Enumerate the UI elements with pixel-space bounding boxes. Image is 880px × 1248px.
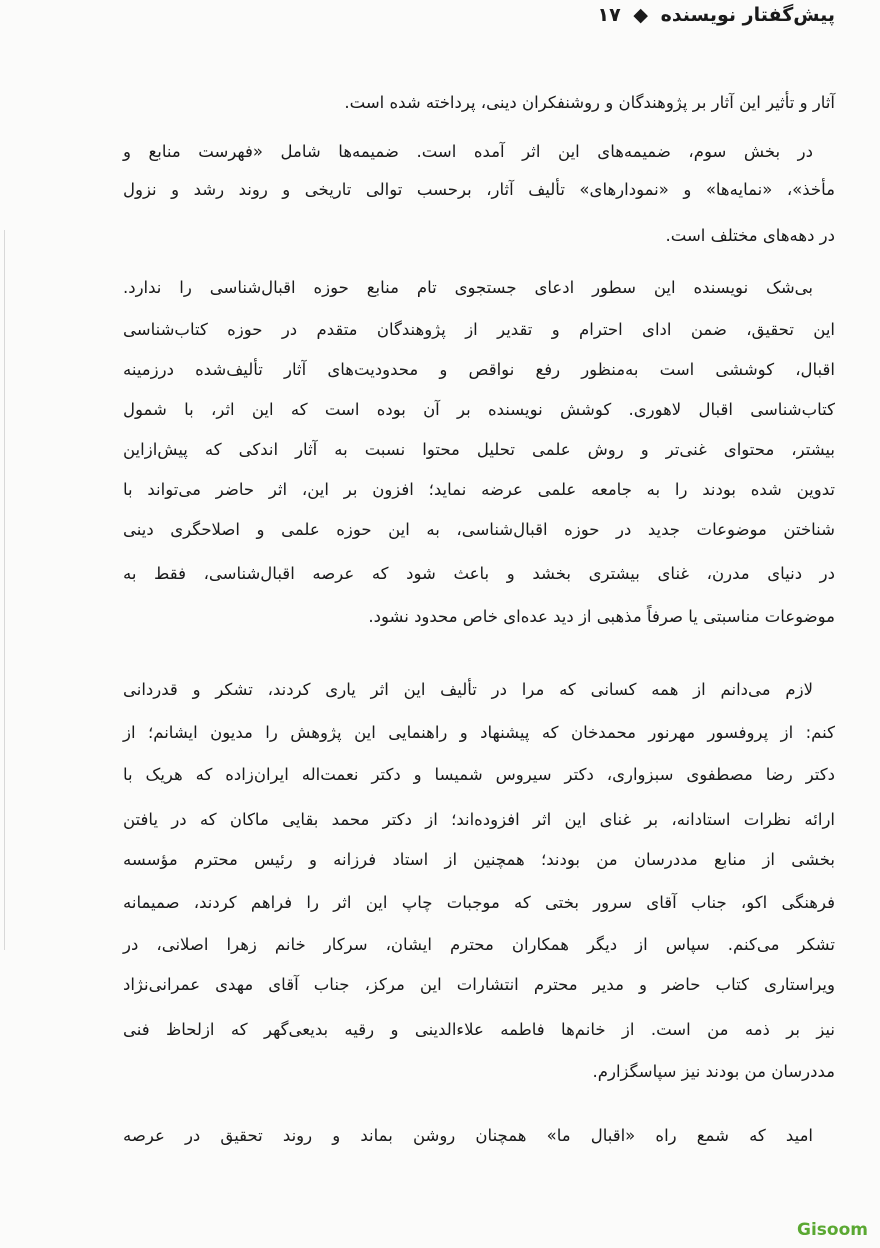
- header-title: پیش‌گفتار نویسنده: [660, 4, 835, 26]
- text-line: کتاب‌شناسی اقبال لاهوری. کوشش نویسنده بر آن بوده است که این اثر، با شمول: [123, 400, 835, 419]
- text-line: ویراستاری کتاب حاضر و مدیر محترم انتشارات این مرکز، جناب آقای مهدی عمرانی‌نژاد: [123, 975, 835, 994]
- text-line: کنم: از پروفسور مهرنور محمدخان که پیشنهاد و راهنمایی این پژوهش را مدیون ایشانم؛ از: [123, 723, 835, 742]
- text-line: ارائه نظرات استادانه، بر غنای این اثر افزوده‌اند؛ از دکتر محمد بقایی ماکان که در یافتن: [123, 810, 835, 829]
- text-line: فرهنگی اکو، جناب آقای سرور بختی که موجبات چاپ این اثر را فراهم کردند، صمیمانه: [123, 893, 835, 912]
- diamond-icon: ◆: [633, 4, 648, 26]
- text-line: در بخش سوم، ضمیمه‌های این اثر آمده است. ضمیمه‌ها شامل «فهرست منابع و: [123, 142, 813, 161]
- text-line: موضوعات مناسبتی یا صرفاً مذهبی از دید عده‌ای خاص محدود نشود.: [368, 607, 835, 626]
- text-line: نیز بر ذمه من است. از خانم‌ها فاطمه علاءالدینی و رقیه بدیعی‌گهر که ازلحاظ فنی: [123, 1020, 835, 1039]
- scan-edge-line: [4, 230, 5, 950]
- text-line: لازم می‌دانم از همه کسانی که مرا در تألیف این اثر یاری کردند، تشکر و قدردانی: [123, 680, 813, 699]
- text-line: در دهه‌های مختلف است.: [665, 226, 835, 245]
- text-line: مددرسان من بودند نیز سپاسگزارم.: [592, 1062, 835, 1081]
- text-line: در دنیای مدرن، غنای بیشتری بخشد و باعث شود که عرصه اقبال‌شناسی، فقط به: [123, 564, 835, 583]
- text-line: شناختن موضوعات جدید در حوزه اقبال‌شناسی، به این حوزه علمی و اصلاحگری دینی: [123, 520, 835, 539]
- running-header: [598, 4, 835, 26]
- text-line: اقبال، کوششی است به‌منظور رفع نواقص و محدودیت‌های آثار تألیف‌شده درزمینه: [123, 360, 835, 379]
- text-line: دکتر رضا مصطفوی سبزواری، دکتر سیروس شمیسا و دکتر نعمت‌اله ایران‌زاده که هریک با: [123, 765, 835, 784]
- text-line: امید که شمع راه «اقبال ما» همچنان روشن بماند و روند تحقیق در عرصه: [123, 1126, 813, 1145]
- text-line: بی‌شک نویسنده این سطور ادعای جستجوی تام منابع حوزه اقبال‌شناسی را ندارد.: [123, 278, 813, 297]
- text-line: مأخذ»، «نمایه‌ها» و «نمودارهای» تألیف آثار، برحسب توالی تاریخی و روند رشد و نزول: [123, 180, 835, 199]
- text-line: بخشی از منابع مددرسان من بودند؛ همچنین از استاد فرزانه و رئیس محترم مؤسسه: [123, 850, 835, 869]
- text-line: تدوین شده بودند را به جامعه علمی عرضه نماید؛ افزون بر این، اثر حاضر می‌تواند با: [123, 480, 835, 499]
- text-line: بیشتر، محتوای غنی‌تر و روش علمی تحلیل محتوا نسبت به آثار اندکی که پیش‌ازاین: [123, 440, 835, 459]
- gisoom-logo: Gisoom: [797, 1220, 868, 1240]
- text-line: تشکر می‌کنم. سپاس از دیگر همکاران محترم ایشان، سرکار خانم زهرا اصلانی، در: [123, 935, 835, 954]
- text-line: این تحقیق، ضمن ادای احترام و تقدیر از پژوهندگان متقدم در حوزه کتاب‌شناسی: [123, 320, 835, 339]
- page-number: ۱۷: [597, 4, 621, 26]
- text-line: آثار و تأثیر این آثار بر پژوهندگان و روشنفکران دینی، پرداخته شده است.: [344, 93, 835, 112]
